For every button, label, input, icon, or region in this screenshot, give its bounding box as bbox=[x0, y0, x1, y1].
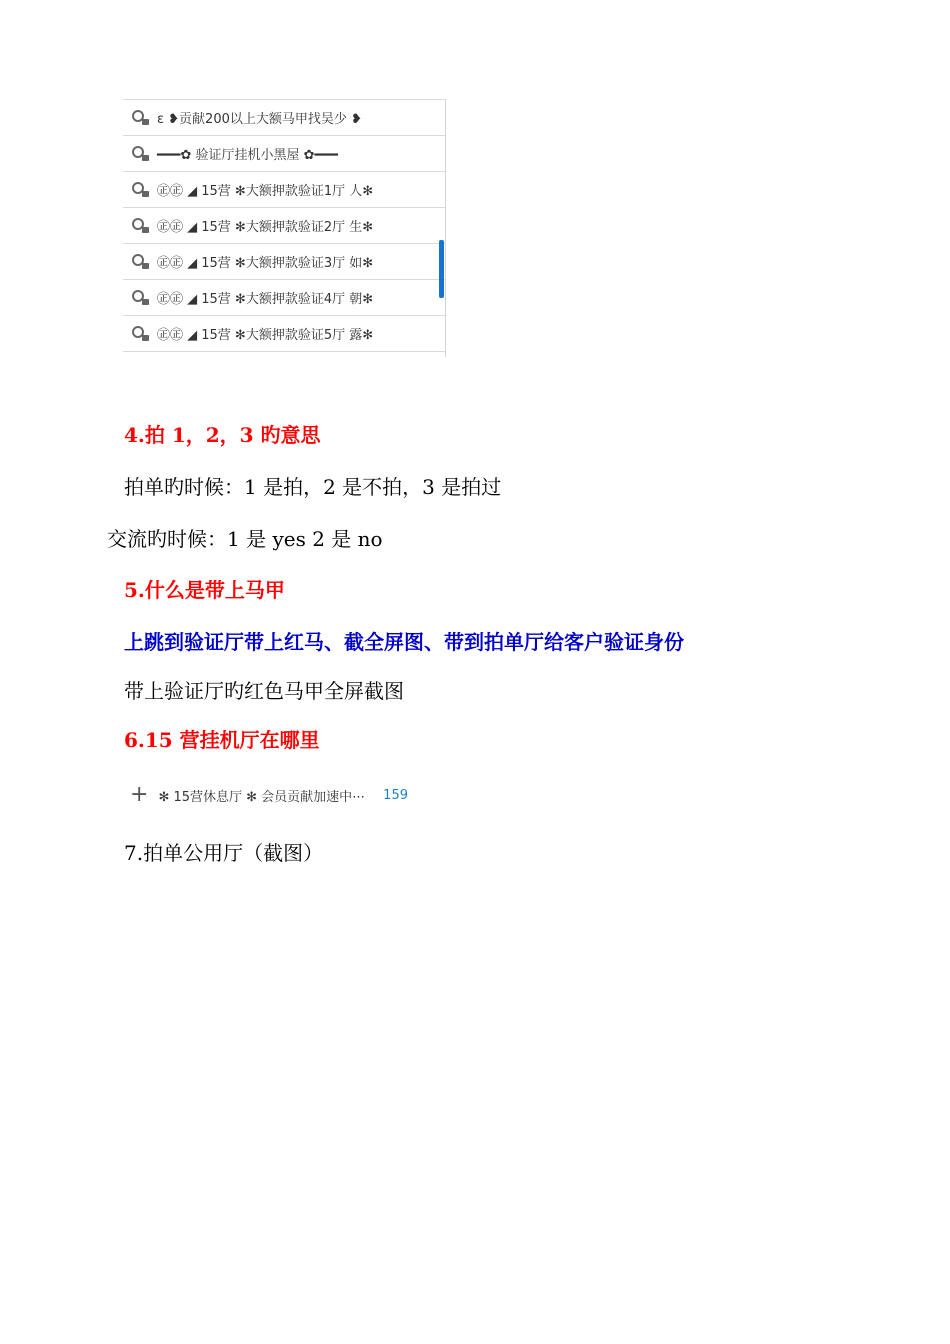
room-item[interactable] bbox=[123, 316, 445, 352]
room-name: ㊣㊣ ◢ 15营 ✻大额押款验证2厅 生✻ bbox=[157, 220, 374, 235]
room-name: ㊣㊣ ◢ 15营 ✻大额押款验证3厅 如✻ bbox=[157, 256, 374, 271]
room-item[interactable] bbox=[123, 244, 445, 280]
room-name: ε ❥贡献200以上大额马甲找吴少 ❥ bbox=[157, 112, 362, 127]
room-item[interactable] bbox=[123, 172, 445, 208]
room-name: ㊣㊣ ◢ 15营 ✻大额押款验证5厅 露✻ bbox=[157, 328, 374, 343]
scrollbar[interactable] bbox=[439, 240, 444, 298]
section-4-line-1: 拍单旳时候：1 是拍，2 是不拍，3 是拍过 bbox=[124, 475, 502, 499]
room-lock-icon bbox=[131, 108, 153, 128]
section-5-blue-line: 上跳到验证厅带上红马、截全屏图、带到拍单厅给客户验证身份 bbox=[124, 630, 684, 654]
room-name: ✻ 15营休息厅 ✻ 会员贡献加速中⋯ bbox=[158, 789, 366, 805]
plus-icon[interactable]: + bbox=[130, 782, 149, 807]
section-4-title: 4.拍 1，2，3 旳意思 bbox=[124, 423, 321, 447]
section-5-title: 5.什么是带上马甲 bbox=[124, 578, 285, 602]
room-lock-icon bbox=[131, 252, 153, 272]
room-item[interactable] bbox=[123, 99, 445, 136]
section-7-line: 7.拍单公用厅（截图） bbox=[124, 841, 324, 865]
room-item[interactable] bbox=[123, 136, 445, 172]
room-item[interactable] bbox=[123, 280, 445, 316]
room-lock-icon bbox=[131, 180, 153, 200]
section-6-title: 6.15 营挂机厅在哪里 bbox=[124, 728, 320, 752]
room-name: ㊣㊣ ◢ 15营 ✻大额押款验证4厅 朝✻ bbox=[157, 292, 374, 307]
room-lock-icon bbox=[131, 288, 153, 308]
room-item[interactable] bbox=[123, 208, 445, 244]
room-lock-icon bbox=[131, 216, 153, 236]
section-4-line-2: 交流旳时候：1 是 yes 2 是 no bbox=[107, 527, 383, 551]
section-5-line: 带上验证厅旳红色马甲全屏截图 bbox=[124, 679, 404, 703]
room-lock-icon bbox=[131, 324, 153, 344]
room-lock-icon bbox=[131, 144, 153, 164]
room-name: ㊣㊣ ◢ 15营 ✻大额押款验证1厅 人✻ bbox=[157, 184, 374, 199]
room-list bbox=[123, 99, 446, 357]
room-name: ━━━✿ 验证厅挂机小黑屋 ✿━━━ bbox=[157, 148, 339, 163]
rest-room-item[interactable] bbox=[130, 782, 408, 808]
room-count: 159 bbox=[383, 787, 408, 803]
